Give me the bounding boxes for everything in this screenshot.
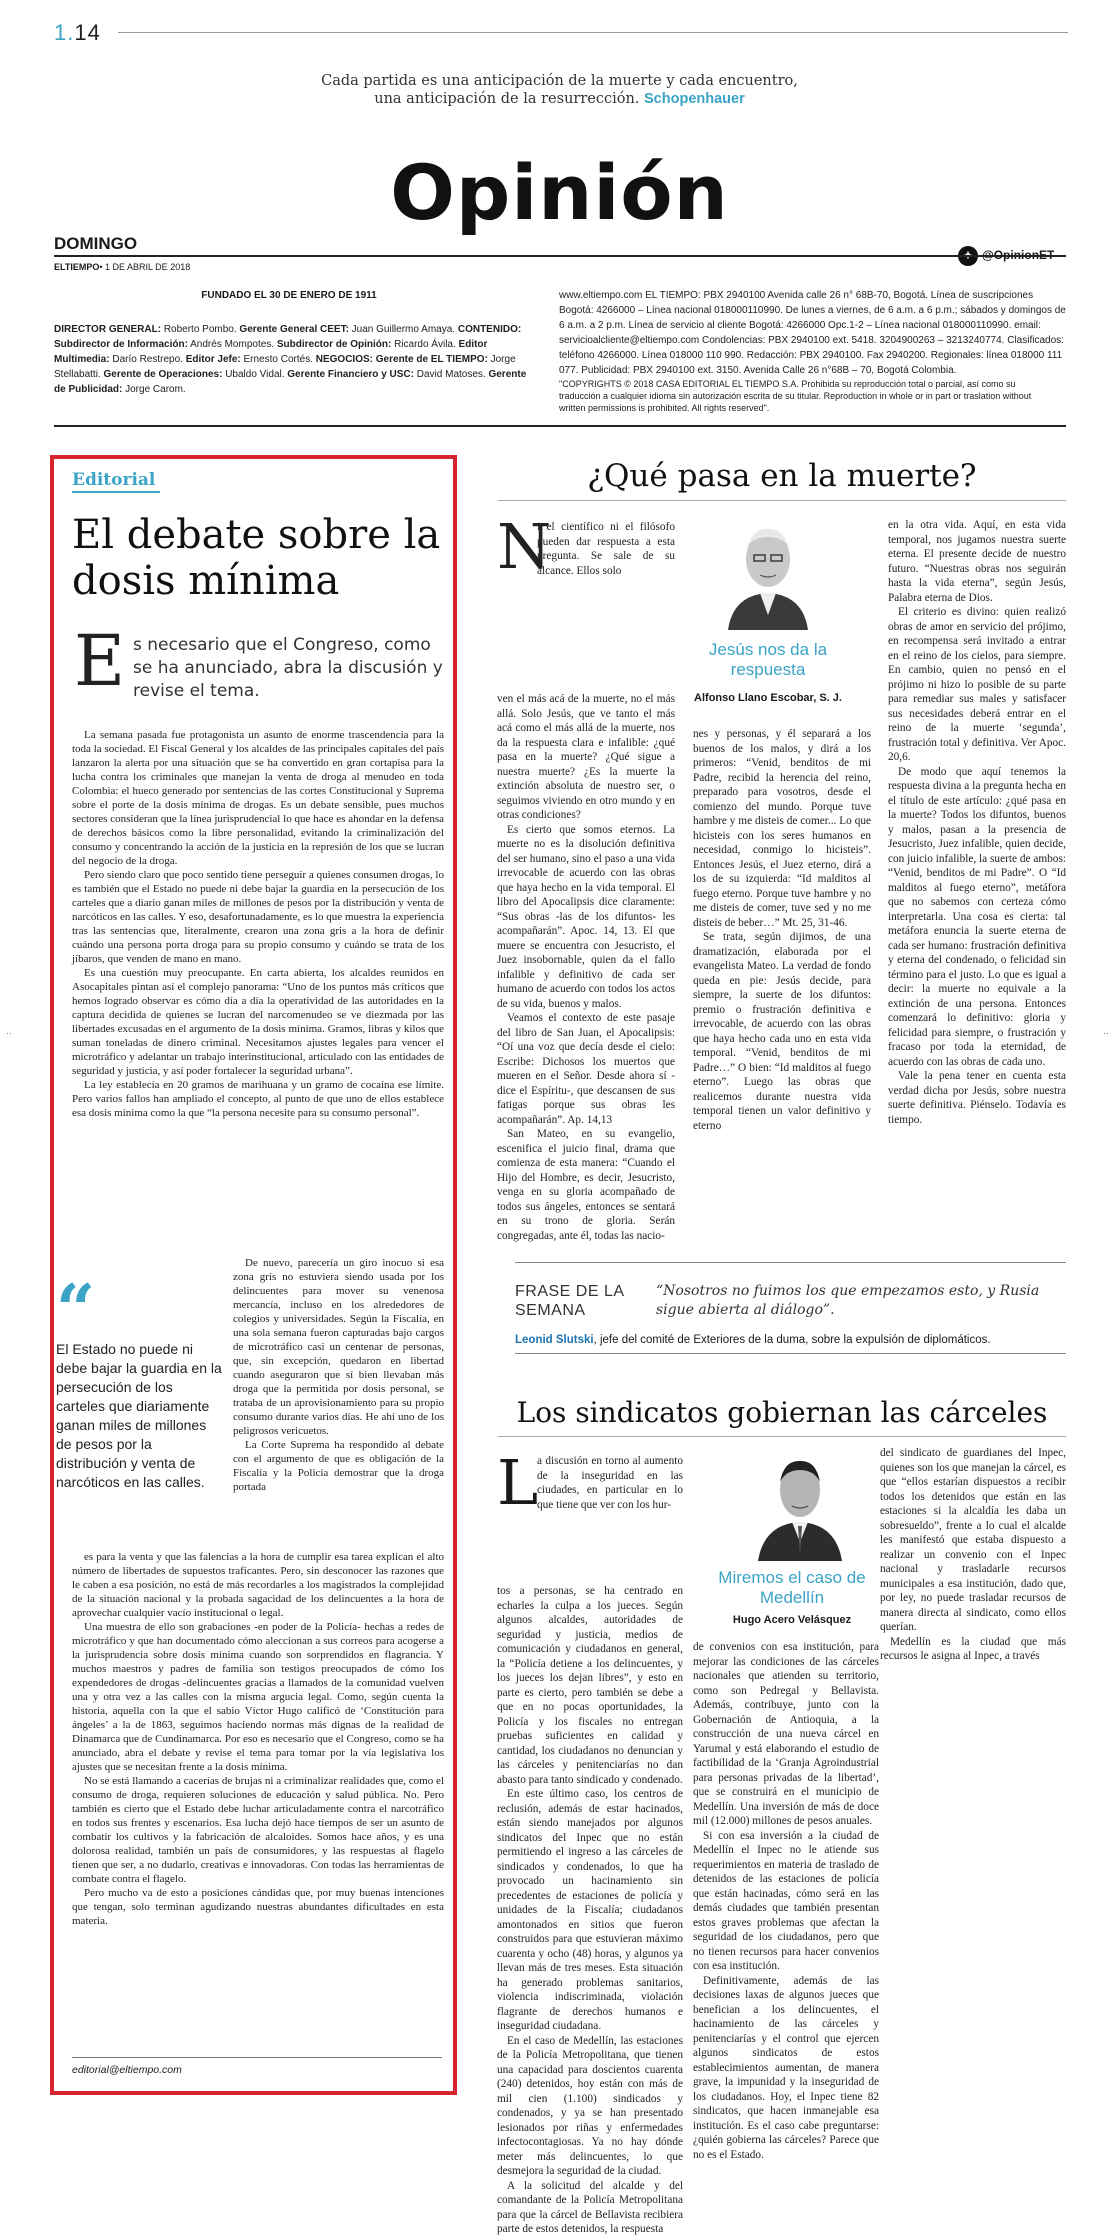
staff-role: Editor Jefe: — [185, 354, 241, 365]
paragraph: De nuevo, parecería un giro inocuo si esa zona gris no estuviera siendo usada por los delincuentes para mover su venenosa mercancía, incluso en los alrededores de colegios y universidades. Según la Fiscalía, en una sola semana fueron capturadas bajo cargos de microtráfico casi un centenar de personas, que, sin excepción, quedaron en libertad cuando aseguraron que sí bien llevaban más droga que la permitida por dosis personal, se trataba de un aprovisionamiento para su propio consumo durante varios días. He ahí uno de los peligrosos vericuetos. — [233, 1257, 444, 1437]
editorial-body-b — [233, 1256, 444, 1494]
staff-name: Jorge Carom. — [122, 384, 186, 395]
frase-rule-bottom — [515, 1353, 1066, 1354]
section-title: Opinión — [390, 148, 729, 237]
page-number: 1.14 — [54, 20, 101, 45]
paragraph: ven el más acá de la muerte, no el más allá. Solo Jesús, que ve tanto el más acá como el más allá de la muerte, nos da la respuesta clara e infalible: ¿qué pasa en la muerte? ¿Qué sigue a nuestra muerte? ¿Es la muerte la extinción absoluta de nuestro ser, o seguimos viviendo en otro mundo y en otras condiciones? — [497, 693, 675, 821]
article1-col3 — [888, 518, 1066, 1127]
frase-rule-top — [515, 1262, 1066, 1263]
paragraph: del sindicato de guardianes del Inpec, quienes son los que manejan la cárcel, es que “ellos estarían dispuestos a recibir todos los detenidos que están en las estaciones si la alcaldía les daba un sobresueldo”, frente a lo cual el alcalde les manifestó que estaba dispuesto a realizar un convenio con el Inpec nacional y trasladarle recursos municipales a esa institución, dado que, por ley, no puede trasladar recursos de manera directa al sindicato, como ellos querían. — [880, 1447, 1066, 1633]
article1-rule — [498, 500, 1066, 501]
staff-name: Darío Restrepo. — [109, 354, 186, 365]
paragraph: De modo que aquí tenemos la respuesta divina a la pregunta hecha en el título de este artículo: ¿qué pasa en la muerte? Todos los difuntos, buenos y malos, pasan a la presencia de Jesucristo, Juez infalible, quien decide, con juicio infalible, la suerte de ambos: “Venid, benditos de mi Padre”. O “Id malditos al fuego eterno”, metáfora que no sabemos con certeza cómo interpretarla. Una cosa es cierta: tal metáfora enuncia la suerte eterna de cada ser humano: frustración definitiva y eterna del condenado, o felicidad sin término para el justo. Lo que es igual a decir: la muerte no equivale a la extinción de una persona. Entonces comenzará lo definitivo: gloria y felicidad para siempre, o frustración y fracaso por toda la eternidad, de acuerdo con las obras de cada uno. — [888, 765, 1066, 1068]
contact-info: www.eltiempo.com EL TIEMPO: PBX 2940100 Avenida calle 26 n° 68B-70, Bogotá. Línea de suscripciones Bogotá: 4266000 – Línea nacional 018000110990. De lunes a viernes, de 6 a.m. a 6 p.m.; sábados y domingos de 6 a.m. a 2 p.m. Línea de servicio al cliente Bogotá: 4266000 Opc.1-2 – Línea nacional 018000110990. email: servicioalcliente@eltiempo.com Condolencias: PBX 2940100 ext. 5418. 3204900263 – 3213240774. Clasificados: teléfono 4266000. Línea 018000 110 990. Redacción: PBX 2940100. Fax 2940200. Regionales: línea 018000 111 077. Publicidad: PBX 2940100 ext. 3150. Avenida Calle 26 n°68B – 70, Bogotá Colombia. — [559, 290, 1066, 376]
article2-rule — [498, 1436, 1066, 1437]
editorial-body-c — [72, 1550, 444, 1928]
staff-role: Gerente de EL TIEMPO: — [375, 354, 488, 365]
staff-role: Gerente de Operaciones: — [103, 369, 223, 380]
editorial-lede: s necesario que el Congreso, como se ha anunciado, abra la discusión y revise el tema. — [133, 635, 443, 701]
date-line: ELTIEMPO• 1 DE ABRIL DE 2018 — [54, 262, 191, 272]
article2-col1-intro: a discusión en torno al aumento de la inseguridad en las ciudades, en particular en lo que tiene que ver con los hur- — [537, 1455, 683, 1511]
paragraph: Una muestra de ello son grabaciones -en poder de la Policía- hechas a redes de microtráfico y que han documentado cómo aleccionan a sus correos para acogerse a la jurisprudencia sobre dosis mínima cuando son sorprendidos en flagrancia. Y muchos maestros y padres de familia son testigos preocupados de cómo los expendedores de drogas -delincuentes gracias a llamados de la comunidad vuelven una y otra vez a las calles con la misma argucia legal. Como, según cuenta la historia, aquella con la que el sabio Víctor Hugo calificó de ‘Constitución para ángeles’ a la de 1863, seguimos haciendo normas más dignas de la realidad de Dinamarca que de Cundinamarca. Por eso es necesario que el Congreso, como se ha anunciado, abra el debate y revise el tema para tomar por la vía legislativa los ajustes que se necesitan frente a la dosis mínima. — [72, 1621, 444, 1773]
edge-marker-left: ·· — [6, 1028, 12, 1038]
article2-col1 — [497, 1584, 683, 2237]
paragraph: Pero siendo claro que poco sentido tiene perseguir a quienes consumen drogas, lo es también que el Estado no puede ni debe bajar la guardia en la persecución de los carteles que a diario ganan miles de millones de pesos por la distribución y venta de narcóticos en las calles. Y eso, desafortunadamente, es lo que muestra la experiencia tras las sentencias que, literalmente, crearon una zona gris a la hora de definir cuándo una persona porta droga para su propio consumo y cuándo se trata de los jíbaros, que venden de mano en mano. — [72, 869, 444, 965]
staff-role: CONTENIDO: — [457, 324, 522, 335]
header-rule — [54, 425, 1066, 427]
quote-line-2: una anticipación de la resurrección. — [374, 91, 640, 107]
frase-text: “Nosotros no fuimos los que empezamos esto, y Rusia sigue abierta al diálogo”. — [656, 1283, 1040, 1318]
paragraph: Es una cuestión muy preocupante. En carta abierta, los alcaldes reunidos en Asocapitales pintan así el complejo panorama: “Uno de los puntos más críticos que hemos logrado observar es cómo día a día la operatividad de las autoridades en la captura decidida de quienes se lucran del narcomenudeo se ve diezmada por las libertades excusadas en el argumento de la dosis mínima. Gramos, libras y kilos que suman toneladas de dinero criminal. Necesitamos ajustes legales para vencer el microtráfico y adelantar un trabajo interinstitucional, articulado con las entidades de seguridad y justicia, y así poder fortalecer la seguridad urbana”. — [72, 967, 444, 1077]
article2-col3 — [880, 1446, 1066, 1664]
article1-drop-cap: N — [497, 510, 552, 583]
staff-role: Subdirector de Información: — [54, 339, 188, 350]
staff-name: Ubaldo Vidal. — [222, 369, 288, 380]
paragraph: Veamos el contexto de este pasaje del libro de San Juan, el Apocalipsis: “Oí una voz que decía desde el cielo: Escribe: Dichosos los muertos que mueren en el Señor. Desde ahora sí -dice el Espíritu-, que descansen de sus fatigas porque sus obras les acompañarán”. Ap. 14,13 — [497, 1012, 675, 1126]
paragraph: Medellín es la ciudad que más recursos le asigna al Inpec, a través — [880, 1635, 1066, 1662]
staff-role: Gerente de Publicidad: — [54, 369, 527, 395]
editorial-body-a — [72, 728, 444, 1120]
paragraph: es para la venta y que las falencias a la hora de cumplir esa tarea explican el alto número de libertades de supuestos traficantes. Pero, sin desconocer las razones que le caben a esa posición, no está de más recordarles a los magistrados la complejidad de la situación nacional y la probada sagacidad de los delincuentes a la hora de aprovechar cualquier vacío institucional o legal. — [72, 1551, 444, 1619]
article1-title: ¿Qué pasa en la muerte? — [587, 458, 977, 494]
editorial-kicker-rule — [72, 491, 160, 493]
staff-name: David Matoses. — [413, 369, 489, 380]
staff-name: Juan Guillermo Amaya. — [348, 324, 458, 335]
staff-role: Editor Multimedia: — [54, 339, 488, 365]
article2-title: Los sindicatos gobiernan las cárceles — [516, 1396, 1048, 1429]
article1-col2 — [693, 727, 871, 1133]
staff-name: Roberto Pombo. — [161, 324, 240, 335]
edge-marker-right: ·· — [1103, 1028, 1109, 1038]
editorial-drop-cap: E — [74, 620, 126, 702]
quote-mark-icon: “ — [56, 1270, 96, 1350]
day-rule — [54, 255, 1066, 257]
quote-line-1: Cada partida es una anticipación de la muerte y cada encuentro, — [321, 73, 798, 89]
article2-col2 — [693, 1640, 879, 2162]
article2-caption: Miremos el caso de Medellín — [718, 1568, 866, 1607]
day-label: DOMINGO — [54, 234, 138, 253]
editorial-title: El debate sobre la dosis mínima — [72, 512, 441, 604]
paragraph: Se trata, según dijimos, de una dramatización, elaborada por el evangelista Mateo. La verdad de fondo queda en pie: Jesús decide, para siempre, la suerte de los difuntos: premio o frustración definitiva e irrevocable, de acuerdo con las obras que haya hecho cada uno en esta vida temporal. “Venid, benditos de mi Padre…” O bien: “Id malditos al fuego eterno”. Luego las obras que realicemos durante nuestra vida temporal tienen un valor definitivo y eterno — [693, 931, 871, 1132]
article1-caption: Jesús nos da la respuesta — [708, 640, 828, 679]
paragraph: Vale la pena tener en cuenta esta verdad dicha por Jesús, sobre nuestra suerte definitiva. Piénselo. Todavía es tiempo. — [888, 1070, 1066, 1126]
paragraph: La ley establecía en 20 gramos de marihuana y un gramo de cocaína ese límite. Pero varios fallos han ampliado el concepto, al punto de que uno de ellos establece esa dosis mínima como la que “la persona necesite para su consumo personal”. — [72, 1079, 444, 1119]
copyright-notice: "COPYRIGHTS © 2018 CASA EDITORIAL EL TIEMPO S.A. Prohibida su reproducción total o parcial, así como su traducción a cualquier idioma sin autorización escrita de su titular. Reproduction in whole or in part or traslation without written permissions is prohibited. All rights reserved". — [559, 379, 1032, 413]
founded-line: FUNDADO EL 30 DE ENERO DE 1911 — [201, 290, 377, 301]
staff-role: Gerente Financiero y USC: — [287, 369, 414, 380]
paragraph: En el caso de Medellín, las estaciones de la Policía Metropolitana, que tienen una capacidad para doscientos cuarenta (240) detenidos, hoy están con más de mil cien (1.100) sindicados y condenados, y ya se han presentado lesionados por riñas y enfermedades infectocontagiosas. Ya no hay dónde meter más delincuentes, lo que desmejora la seguridad de la ciudad. — [497, 2034, 683, 2177]
editorial-email-link[interactable]: editorial@eltiempo.com — [72, 2064, 182, 2076]
frase-label: FRASE DE LA SEMANA — [515, 1283, 625, 1319]
article1-col1-intro: i el científico ni el filósofo pueden dar respuesta a esta pregunta. Se sale de su alcance. Ellos solo — [537, 521, 675, 577]
staff-name: Andrés Mompotes. — [187, 339, 277, 350]
paragraph: A la solicitud del alcalde y del comandante de la Policía Metropolitana para que la cárcel de Bellavista recibiera parte de estos detenidos, la respuesta — [497, 2179, 683, 2235]
staff-role: DIRECTOR GENERAL: — [54, 324, 162, 335]
paragraph: Pero mucho va de esto a posiciones cándidas que, por muy buenas intenciones que tengan, solo terminan agudizando nuestras abundantes dificultades en esta materia. — [72, 1887, 444, 1927]
quote-author: Schopenhauer — [644, 91, 745, 107]
paragraph: En este último caso, los centros de reclusión, además de estar hacinados, están siendo manejados por algunos sindicatos del Inpec que no están permitiendo el ingreso a las cárceles de sindicados y condenados, lo que ha provocado un hacinamiento sin precedentes de estaciones de policía y unidades de la Fiscalía; ciudadanos amontonados en sitios que fueron construidos para que estuvieran máximo cuarenta y ocho (48) horas, y algunos ya llevan más de tres meses. Esta situación ha generado problemas sanitarios, violencia indiscriminada, violación flagrante de derechos humanos e inseguridad ciudadana. — [497, 1788, 683, 2032]
editorial-footer-rule — [72, 2057, 442, 2058]
editorial-kicker: Editorial — [72, 470, 156, 490]
paragraph: nes y personas, y él separará a los buenos de los malos, y dirá a los primeros: “Venid, benditos de mi Padre, recibid la herencia del reino, preparado para vosotros, desde el comienzo del mundo. Porque tuve hambre y me disteis de comer... Lo que hicisteis con los seres humanos en necesidad, conmigo lo hicisteis”. Entonces Jesús, el Juez eterno, dirá a los de su izquierda: “Id malditos al fuego eterno. Porque tuve hambre y no me disteis de comer, tuve sed y no me disteis de beber…” Mt. 25, 31-46. — [693, 728, 871, 929]
article1-col1 — [497, 692, 675, 1243]
paragraph: en la otra vida. Aquí, en esta vida temporal, nos jugamos nuestra suerte eterna. El presente decide de nuestro futuro. “Nuestras obras nos seguirán hasta la vida eterna”, según Jesús, Palabra eterna de Dios. — [888, 519, 1066, 604]
frase-source: Leonid Slutski, jefe del comité de Exteriores de la duma, sobre la expulsión de diplomáticos. — [515, 1334, 991, 1346]
article2-author: Hugo Acero Velásquez — [732, 1614, 852, 1626]
paragraph: La semana pasada fue protagonista un asunto de enorme trascendencia para la toda la sociedad. El Fiscal General y los alcaldes de las principales capitales del país lanzaron la alerta por una situación que se ha convertido en gran cortapisa para la lucha contra los criminales que manejan la venta de droga al menudeo en toda Colombia: el hueco generado por sentencias de las cortes Constitucional y Suprema sobre el porte de la dosis mínima de drogas. Es un debate sensible, pues muchos sectores consideran que la línea jurisprudencial lo que hace es ahondar en la defensa de derechos básicos como la libre personalidad, evitando la criminalización del consumo y concentrando la acción de la justicia en la represión de los que se lucran del negocio de la droga. — [72, 729, 444, 867]
paragraph: Si con esa inversión a la ciudad de Medellín el Inpec no le atiende sus requerimientos en materia de traslado de detenidos de las estaciones de policía que están hacinadas, cómo será en las demás ciudades que también presentan estos graves problemas que afectan la seguridad de los ciudadanos, pero que no tienen recursos para hacer convenios con esa institución. — [693, 1829, 879, 1972]
paragraph: No se está llamando a cacerías de brujas ni a criminalizar realidades que, como el consumo de droga, requieren soluciones de educación y salud pública. No. Pero también es cierto que el Estado debe luchar articuladamente contra el narcotráfico en todos sus frentes y escenarios. Esa lucha dejó hace tiempos de ser un asunto de combatir los cultivos y la fabricación de alcaloides. Somos hace años, y es una dolorosa realidad, también un país de consumidores, y las respuestas al flagelo tienen que ser, a no dudarlo, creativas e innovadoras. Con todas las herramientas de combate contra el flagelo. — [72, 1775, 444, 1885]
paragraph: San Mateo, en su evangelio, escenifica el juicio final, drama que comienza de esta manera: “Cuando el Hijo del Hombre, es decir, Jesucristo, venga en su gloria acompañado de todos sus ángeles, entonces se sentará en su trono de gloria. Serán congregadas, ante él, todas las nacio- — [497, 1128, 675, 1242]
staff-name: Ernesto Cortés. — [240, 354, 316, 365]
paragraph: Es cierto que somos eternos. La muerte no es la disolución definitiva del ser humano, sino el paso a una vida irrevocable de acuerdo con las obras que haya hecho en la vida temporal. El libro del Apocalipsis dice claramente: “Sus obras -las de los difuntos- les acompañarán”. Apoc. 14, 13. El que muere se encuentra con Jesucristo, el Juez insobornable, quien da el fallo infalible y definitivo de cada ser humano de acuerdo con todos los actos de su vida, buenos y malos. — [497, 823, 675, 1010]
staff-list — [54, 322, 529, 397]
paragraph: El criterio es divino: quien realizó obras de amor en servicio del prójimo, en recompensa será invitado a entrar en el reino de los cielos, para siempre. En cambio, quien no pensó en el prójimo ni hizo lo posible de su parte para remediar sus males y satisfacer sus necesidades deberá entrar en el reino de la muerte ‘segunda’, frustración total y definitiva. Ver Apoc. 20,6. — [888, 606, 1066, 763]
author-photo-llano — [718, 515, 818, 630]
paragraph: de convenios con esa institución, para mejorar las condiciones de las cárceles nacionales que atienden su territorio, como son Pedregal y Bellavista. Además, contribuye, junto con la Gobernación de Antioquia, a la construcción de una nueva cárcel en Yarumal y está elaborando el estudio de factibilidad de la ‘Granja Agroindustrial para personas privadas de la libertad’, que se construirá en el municipio de Medellín. Una inversión de más de doce mil (12.000) millones de pesos anuales. — [693, 1641, 879, 1827]
paragraph: La Corte Suprema ha respondido al debate con el argumento de que es obligación de la Fiscalía y la Policía demostrar que la droga portada — [233, 1439, 444, 1493]
staff-role: Subdirector de Opinión: — [276, 339, 392, 350]
paragraph: tos a personas, se ha centrado en echarles la culpa a los jueces. Según algunos alcaldes, autoridades de seguridad y justicia, medios de comunicación y ciudadanos en general, la “Policía detiene a los delincuentes, y los jueces los dejan libres”, y esto en parte es cierto, pero también se debe a que en no pocas oportunidades, la Policía y los fiscales no entregan pruebas suficientes en calidad y cantidad, los ciudadanos no denuncian y las cárceles y penitenciarías no dan abasto para tanto sindicado y condenado. — [497, 1585, 683, 1786]
staff-role: Gerente General CEET: — [239, 324, 349, 335]
staff-role: NEGOCIOS: — [315, 354, 373, 365]
staff-name: Ricardo Ávila. — [391, 339, 459, 350]
masthead-quote — [0, 72, 1119, 108]
paragraph: Definitivamente, además de las decisiones laxas de algunos jueces que benefician a los delincuentes, el hacinamiento de las cárceles y penitenciarías y el control que ejercen algunos sindicatos de estos establecimientos aumentan, de manera grave, la impunidad y la inseguridad de los ciudadanos. Hoy, el Inpec tiene 82 sindicatos, que hacen inmanejable esa institución. Es el caso cabe preguntarse: ¿quién gobierna las cárceles? Parece que no es el Estado. — [693, 1974, 879, 2161]
top-rule — [118, 32, 1068, 33]
editorial-pull-quote: El Estado no puede ni debe bajar la guardia en la persecución de los carteles que diariamente ganan miles de millones de pesos por la distribución y venta de narcóticos en las calles. — [56, 1341, 222, 1490]
author-photo-acero — [750, 1446, 850, 1561]
article2-drop-cap: L — [497, 1446, 539, 1519]
staff-name: Jorge Stellabatti. — [54, 354, 516, 380]
article1-author: Alfonso Llano Escobar, S. J. — [694, 692, 842, 704]
